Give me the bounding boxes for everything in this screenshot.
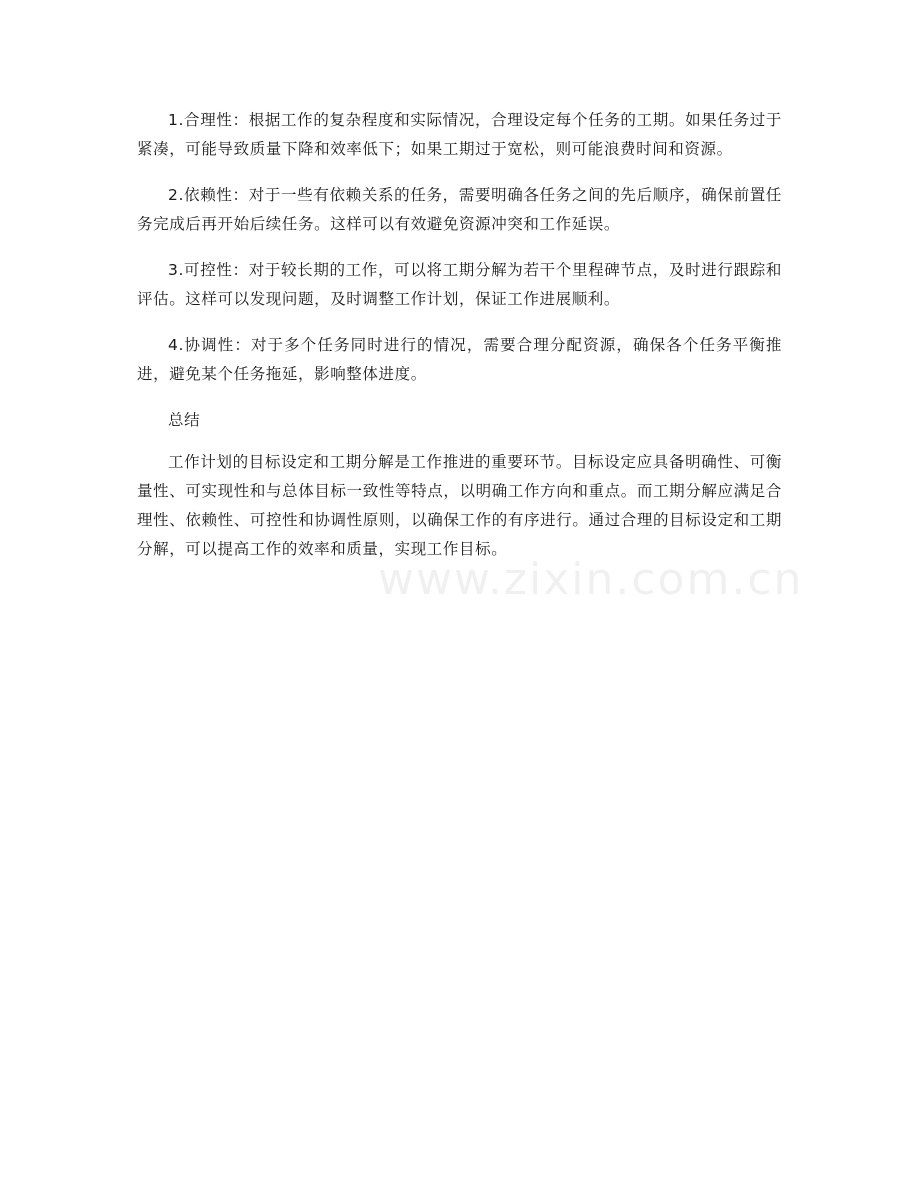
paragraph-dependency: 2.依赖性：对于一些有依赖关系的任务，需要明确各任务之间的先后顺序，确保前置任务完成后再开始后续任务。这样可以有效避免资源冲突和工作延误。 bbox=[137, 186, 782, 233]
summary-paragraph: 工作计划的目标设定和工期分解是工作推进的重要环节。目标设定应具备明确性、可衡量性、可实现性和与总体目标一致性等特点，以明确工作方向和重点。而工期分解应满足合理性、依赖性、可控性和协调性原则，以确保工作的有序进行。通过合理的目标设定和工期分解，可以提高工作的效率和质量，实现工作目标。 bbox=[137, 453, 782, 558]
watermark: www.zixin.com.cn bbox=[378, 554, 804, 605]
paragraph-controllability: 3.可控性：对于较长期的工作，可以将工期分解为若干个里程碑节点，及时进行跟踪和评估。这样可以发现问题，及时调整工作计划，保证工作进展顺利。 bbox=[137, 261, 782, 308]
summary-heading: 总结 bbox=[168, 411, 201, 429]
paragraph-coordination: 4.协调性：对于多个任务同时进行的情况，需要合理分配资源，确保各个任务平衡推进，避免某个任务拖延，影响整体进度。 bbox=[137, 336, 782, 383]
paragraph-rationality: 1.合理性：根据工作的复杂程度和实际情况，合理设定每个任务的工期。如果任务过于紧凑，可能导致质量下降和效率低下；如果工期过于宽松，则可能浪费时间和资源。 bbox=[137, 111, 782, 158]
document-body bbox=[137, 106, 782, 581]
